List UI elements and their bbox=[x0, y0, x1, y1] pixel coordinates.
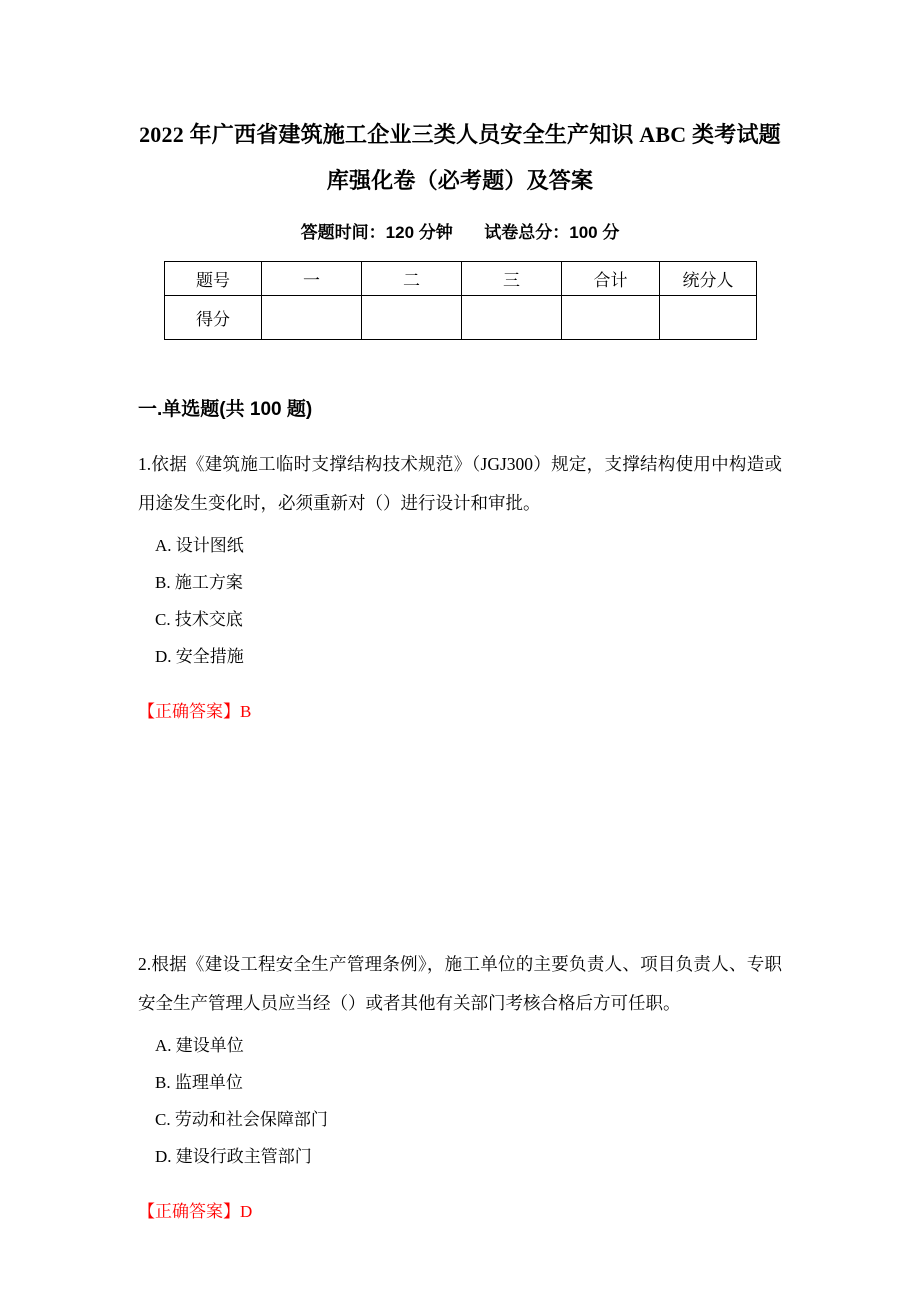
score-table-cell[interactable] bbox=[462, 296, 562, 340]
score-table-header-cell: 题号 bbox=[165, 262, 262, 296]
page-title-line-2: 库强化卷（必考题）及答案 bbox=[326, 168, 594, 193]
exam-total-score-label: 试卷总分：100 分 bbox=[484, 223, 620, 242]
correct-answer-value: B bbox=[240, 702, 252, 721]
score-table-cell[interactable] bbox=[562, 296, 660, 340]
score-table-header-cell: 合计 bbox=[562, 262, 660, 296]
correct-answer-value: D bbox=[240, 1202, 253, 1221]
page-title bbox=[138, 0, 782, 204]
correct-answer-line bbox=[138, 1175, 782, 1226]
table-row-header bbox=[165, 262, 757, 296]
score-table-container bbox=[164, 245, 756, 340]
exam-meta-line bbox=[138, 204, 782, 245]
option-item-d[interactable]: D. 建设行政主管部门 bbox=[155, 1147, 312, 1166]
option-item-d[interactable]: D. 安全措施 bbox=[155, 647, 244, 666]
question-block-2 bbox=[138, 924, 782, 1226]
option-item-b[interactable]: B. 施工方案 bbox=[155, 573, 243, 592]
option-list bbox=[138, 523, 782, 675]
option-item-b[interactable]: B. 监理单位 bbox=[155, 1073, 243, 1092]
option-item-a[interactable]: A. 建设单位 bbox=[155, 1036, 244, 1055]
correct-answer-prefix: 【正确答案】 bbox=[138, 702, 240, 721]
score-table-header-cell: 一 bbox=[262, 262, 362, 296]
question-block-1 bbox=[138, 424, 782, 726]
correct-answer-line bbox=[138, 675, 782, 726]
score-table-row-label: 得分 bbox=[165, 296, 262, 340]
score-table-header-cell: 二 bbox=[362, 262, 462, 296]
exam-duration-label: 答题时间：120 分钟 bbox=[300, 223, 453, 242]
option-item-c[interactable]: C. 技术交底 bbox=[155, 610, 243, 629]
score-table-header-cell: 统分人 bbox=[660, 262, 757, 296]
option-item-a[interactable]: A. 设计图纸 bbox=[155, 536, 244, 555]
page-title-line-1: 2022 年广西省建筑施工企业三类人员安全生产知识 ABC 类考试题 bbox=[139, 122, 781, 147]
question-text: 1.依据《建筑施工临时支撑结构技术规范》（JGJ300）规定，支撑结构使用中构造或用途发生变化时，必须重新对（）进行设计和审批。 bbox=[138, 454, 782, 513]
score-table bbox=[164, 261, 757, 340]
score-table-header-cell: 三 bbox=[462, 262, 562, 296]
correct-answer-prefix: 【正确答案】 bbox=[138, 1202, 240, 1221]
question-gap-spacer bbox=[138, 726, 782, 924]
score-table-cell[interactable] bbox=[362, 296, 462, 340]
table-row-score bbox=[165, 296, 757, 340]
section-heading-single-choice: 一.单选题(共 100 题) bbox=[138, 399, 313, 420]
option-list bbox=[138, 1023, 782, 1175]
question-text: 2.根据《建设工程安全生产管理条例》，施工单位的主要负责人、项目负责人、专职安全生产管理人员应当经（）或者其他有关部门考核合格后方可任职。 bbox=[138, 954, 782, 1013]
option-item-c[interactable]: C. 劳动和社会保障部门 bbox=[155, 1110, 328, 1129]
score-table-cell[interactable] bbox=[262, 296, 362, 340]
score-table-cell[interactable] bbox=[660, 296, 757, 340]
